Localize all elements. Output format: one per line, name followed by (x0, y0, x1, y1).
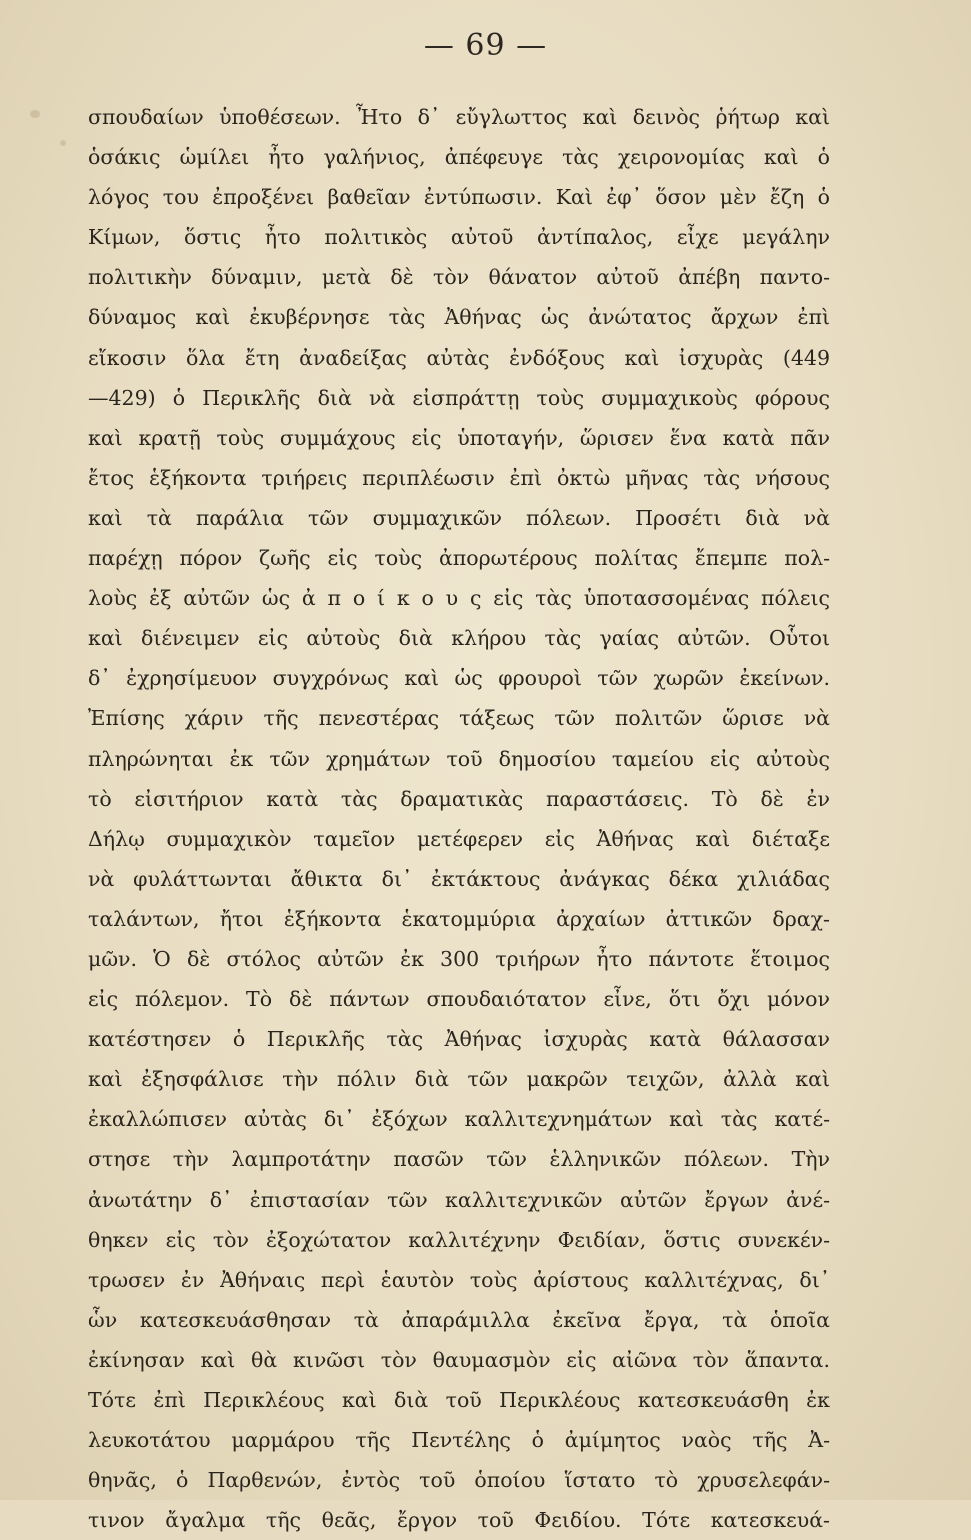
text-line: ὁσάκις ὡμίλει ἦτο γαλήνιος, ἀπέφευγε τὰς χειρονομίας καὶ ὁ (88, 145, 830, 170)
body-text (88, 97, 830, 1540)
text-line: Κίμων, ὅστις ἦτο πολιτικὸς αὐτοῦ ἀντίπαλος, εἶχε μεγάλην (88, 225, 830, 250)
paper-stain (60, 140, 66, 146)
text-line: στησε τὴν λαμπροτάτην πασῶν τῶν ἑλληνικῶν πόλεων. Τὴν (88, 1147, 830, 1172)
text-line: καὶ ἐξησφάλισε τὴν πόλιν διὰ τῶν μακρῶν τειχῶν, ἀλλὰ καὶ (88, 1067, 830, 1092)
text-line: λοὺς ἐξ αὐτῶν ὡς ἀ π ο ί κ ο υ ς εἰς τὰς ὑποτασσομένας πόλεις (88, 586, 830, 611)
text-line: εἰς πόλεμον. Τὸ δὲ πάντων σπουδαιότατον εἶνε, ὅτι ὄχι μόνον (88, 987, 830, 1012)
text-line: ἐκίνησαν καὶ θὰ κινῶσι τὸν θαυμασμὸν εἰς αἰῶνα τὸν ἅπαντα. (88, 1347, 830, 1372)
text-line: τὸ εἰσιτήριον κατὰ τὰς δραματικὰς παραστάσεις. Τὸ δὲ ἐν (88, 786, 830, 811)
text-line: Δήλῳ συμμαχικὸν ταμεῖον μετέφερεν εἰς Ἀθήνας καὶ διέταξε (88, 826, 830, 851)
text-line: πολιτικὴν δύναμιν, μετὰ δὲ τὸν θάνατον αὐτοῦ ἀπέβη παντο- (88, 265, 830, 290)
text-line: ταλάντων, ἤτοι ἑξήκοντα ἑκατομμύρια ἀρχαίων ἀττικῶν δραχ- (88, 906, 830, 931)
text-line: πληρώνηται ἐκ τῶν χρημάτων τοῦ δημοσίου ταμείου εἰς αὐτοὺς (88, 746, 830, 771)
text-line: ἔτος ἑξήκοντα τριήρεις περιπλέωσιν ἐπὶ ὀκτὼ μῆνας τὰς νήσους (88, 465, 830, 490)
text-line: Ἐπίσης χάριν τῆς πενεστέρας τάξεως τῶν πολιτῶν ὥρισε νὰ (88, 706, 830, 731)
text-line: θηκεν εἰς τὸν ἐξοχώτατον καλλιτέχνην Φειδίαν, ὅστις συνεκέν- (88, 1227, 830, 1252)
text-line: λόγος του ἐπροξένει βαθεῖαν ἐντύπωσιν. Καὶ ἐφ᾽ ὅσον μὲν ἔζη ὁ (88, 185, 830, 210)
text-line: καὶ διένειμεν εἰς αὐτοὺς διὰ κλήρου τὰς γαίας αὐτῶν. Οὗτοι (88, 626, 830, 651)
text-line: τρωσεν ἐν Ἀθήναις περὶ ἑαυτὸν τοὺς ἀρίστους καλλιτέχνας, δι᾽ (88, 1267, 830, 1292)
text-line: εἴκοσιν ὅλα ἔτη ἀναδείξας αὐτὰς ἐνδόξους καὶ ἰσχυρὰς (449 (88, 345, 830, 370)
text-line: —429) ὁ Περικλῆς διὰ νὰ εἰσπράττῃ τοὺς συμμαχικοὺς φόρους (88, 385, 830, 410)
text-line: λευκοτάτου μαρμάρου τῆς Πεντέλης ὁ ἀμίμητος ναὸς τῆς Ἀ- (88, 1428, 830, 1453)
paper-stain (30, 110, 40, 118)
text-line: κατέστησεν ὁ Περικλῆς τὰς Ἀθήνας ἰσχυρὰς κατὰ θάλασσαν (88, 1027, 830, 1052)
page-number: — 69 — (423, 28, 548, 63)
text-line: τινον ἄγαλμα τῆς θεᾶς, ἔργον τοῦ Φειδίου. Τότε κατεσκευά- (88, 1508, 830, 1533)
text-line: θηνᾶς, ὁ Παρθενών, ἐντὸς τοῦ ὁποίου ἵστατο τὸ χρυσελεφάν- (88, 1468, 830, 1493)
text-line: καὶ κρατῇ τοὺς συμμάχους εἰς ὑποταγήν, ὥρισεν ἕνα κατὰ πᾶν (88, 425, 830, 450)
text-line: Τότε ἐπὶ Περικλέους καὶ διὰ τοῦ Περικλέους κατεσκευάσθη ἐκ (88, 1388, 830, 1412)
text-line: παρέχῃ πόρον ζωῆς εἰς τοὺς ἀπορωτέρους πολίτας ἔπεμπε πολ- (88, 546, 830, 571)
text-line: νὰ φυλάττωνται ἄθικτα δι᾽ ἐκτάκτους ἀνάγκας δέκα χιλιάδας (88, 866, 830, 891)
text-line: ἐκαλλώπισεν αὐτὰς δι᾽ ἐξόχων καλλιτεχνημάτων καὶ τὰς κατέ- (88, 1107, 830, 1132)
text-line: μῶν. Ὁ δὲ στόλος αὐτῶν ἐκ 300 τριήρων ἦτο πάντοτε ἕτοιμος (88, 946, 830, 971)
text-line: δ᾽ ἐχρησίμευον συγχρόνως καὶ ὡς φρουροὶ τῶν χωρῶν ἐκείνων. (88, 666, 830, 691)
text-line: ὧν κατεσκευάσθησαν τὰ ἀπαράμιλλα ἐκεῖνα ἔργα, τὰ ὁποῖα (88, 1307, 830, 1332)
text-line: ἀνωτάτην δ᾽ ἐπιστασίαν τῶν καλλιτεχνικῶν αὐτῶν ἔργων ἀνέ- (88, 1187, 830, 1212)
text-line: καὶ τὰ παράλια τῶν συμμαχικῶν πόλεων. Προσέτι διὰ νὰ (88, 505, 830, 530)
text-line: σπουδαίων ὑποθέσεων. Ἦτο δ᾽ εὔγλωττος καὶ δεινὸς ῥήτωρ καὶ (88, 105, 830, 129)
text-line: δύναμος καὶ ἐκυβέρνησε τὰς Ἀθήνας ὡς ἀνώτατος ἄρχων ἐπὶ (88, 305, 830, 330)
